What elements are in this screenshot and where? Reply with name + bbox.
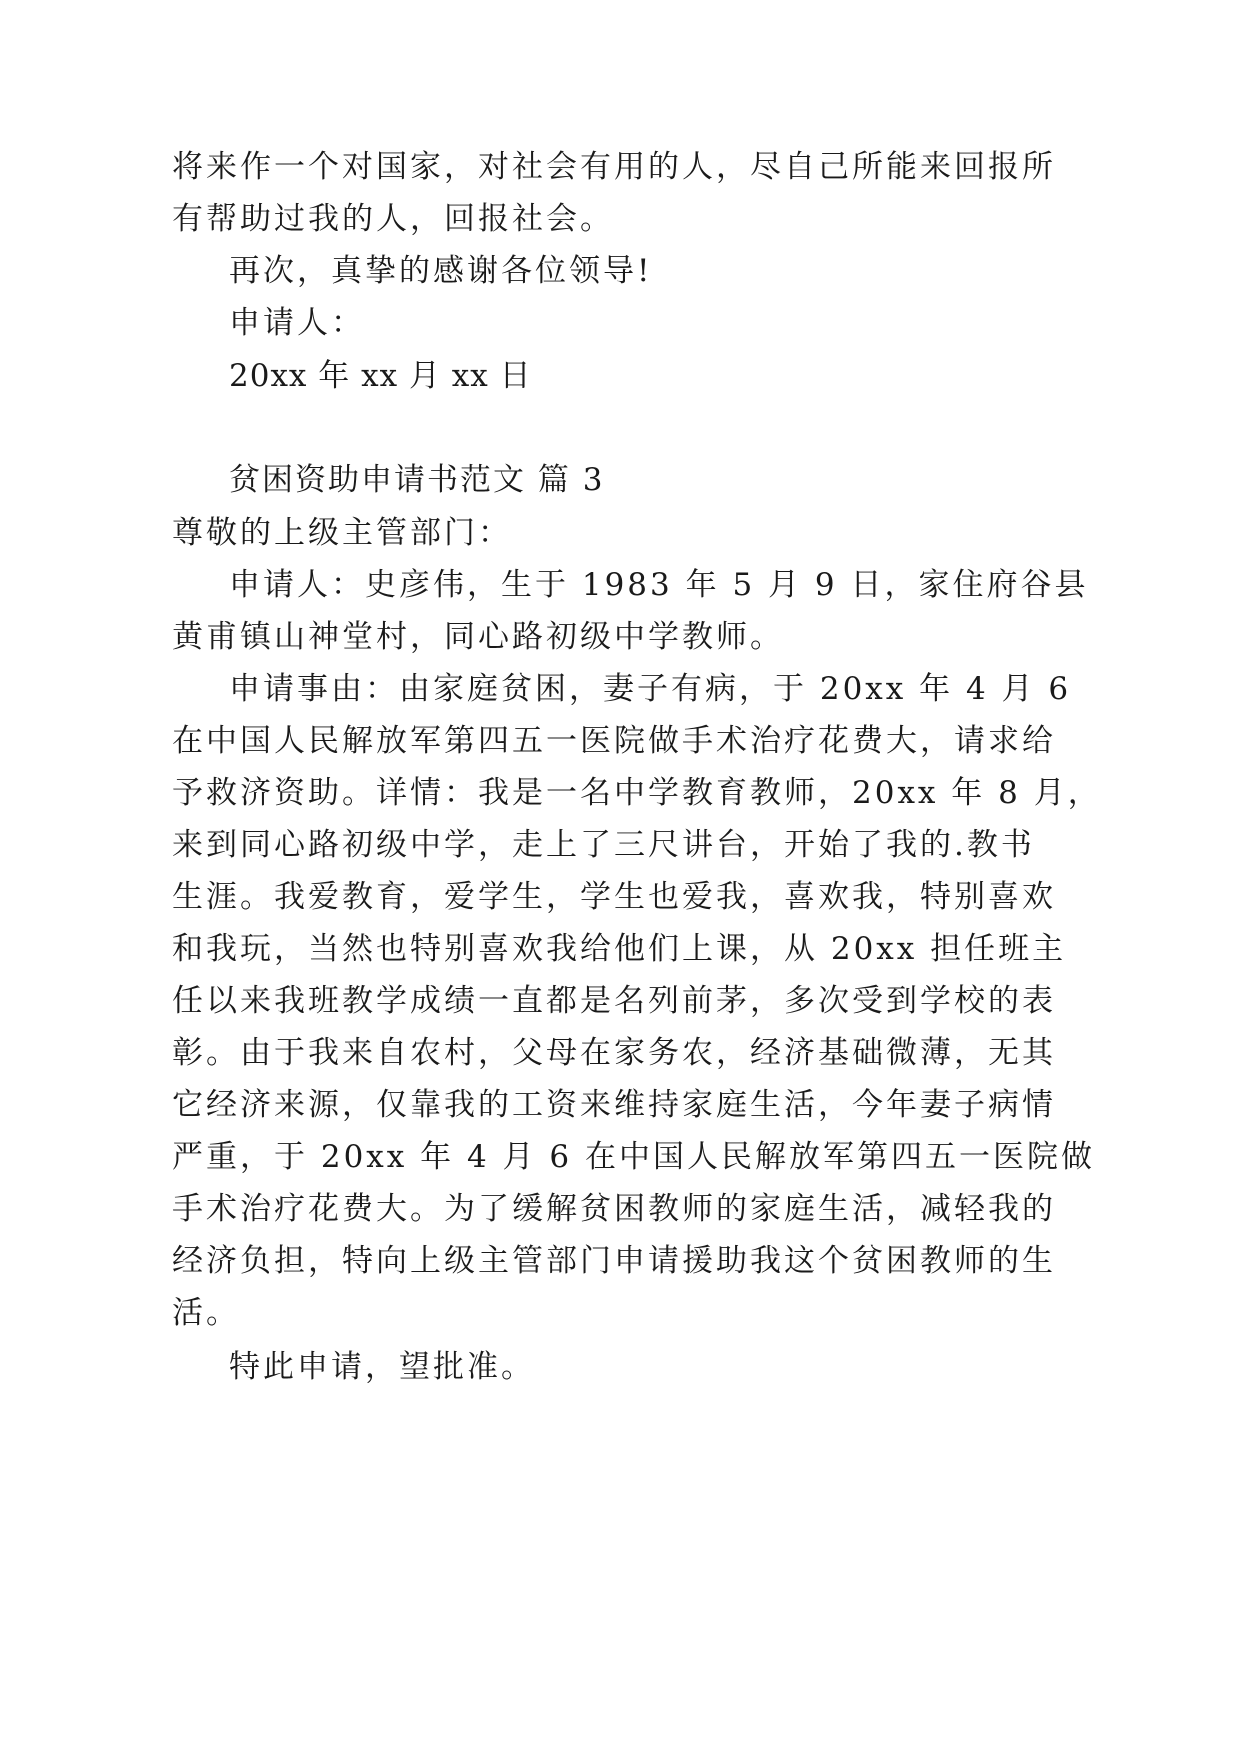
reason-line: 活。 [172,1295,240,1331]
reason-line: 手术治疗花费大。为了缓解贫困教师的家庭生活，减轻我的 [172,1191,1056,1227]
applicant-info-line: 黄甫镇山神堂村，同心路初级中学教师。 [172,619,784,655]
section-title: 贫困资助申请书范文 篇 3 [229,462,605,498]
body-text-line: 有帮助过我的人，回报社会。 [172,201,614,237]
reason-line: 在中国人民解放军第四五一医院做手术治疗花费大，请求给 [172,723,1056,759]
applicant-signature-label: 申请人： [229,305,365,341]
salutation: 尊敬的上级主管部门： [172,515,512,551]
reason-line: 任以来我班教学成绩一直都是名列前茅，多次受到学校的表 [172,983,1056,1019]
reason-line: 严重，于 20xx 年 4 月 6 在中国人民解放军第四五一医院做 [172,1139,1095,1175]
thanks-line: 再次，真挚的感谢各位领导! [229,253,653,289]
reason-line: 经济负担，特向上级主管部门申请援助我这个贫困教师的生 [172,1243,1056,1279]
reason-line: 生涯。我爱教育，爱学生，学生也爱我，喜欢我，特别喜欢 [172,879,1056,915]
reason-line: 来到同心路初级中学，走上了三尺讲台，开始了我的.教书 [172,827,1035,863]
reason-line: 它经济来源，仅靠我的工资来维持家庭生活，今年妻子病情 [172,1087,1056,1123]
reason-line: 申请事由：由家庭贫困，妻子有病，于 20xx 年 4 月 6 [229,671,1072,707]
reason-line: 予救济资助。详情：我是一名中学教育教师，20xx 年 8 月， [172,775,1102,811]
applicant-info-line: 申请人：史彦伟，生于 1983 年 5 月 9 日，家住府谷县 [229,567,1089,603]
reason-line: 和我玩，当然也特别喜欢我给他们上课，从 20xx 担任班主 [172,931,1067,967]
reason-line: 彰。由于我来自农村，父母在家务农，经济基础微薄，无其 [172,1035,1056,1071]
date-line: 20xx 年 xx 月 xx 日 [229,358,532,394]
body-text-line: 将来作一个对国家，对社会有用的人，尽自己所能来回报所 [172,149,1056,185]
closing-line: 特此申请，望批准。 [229,1349,535,1385]
